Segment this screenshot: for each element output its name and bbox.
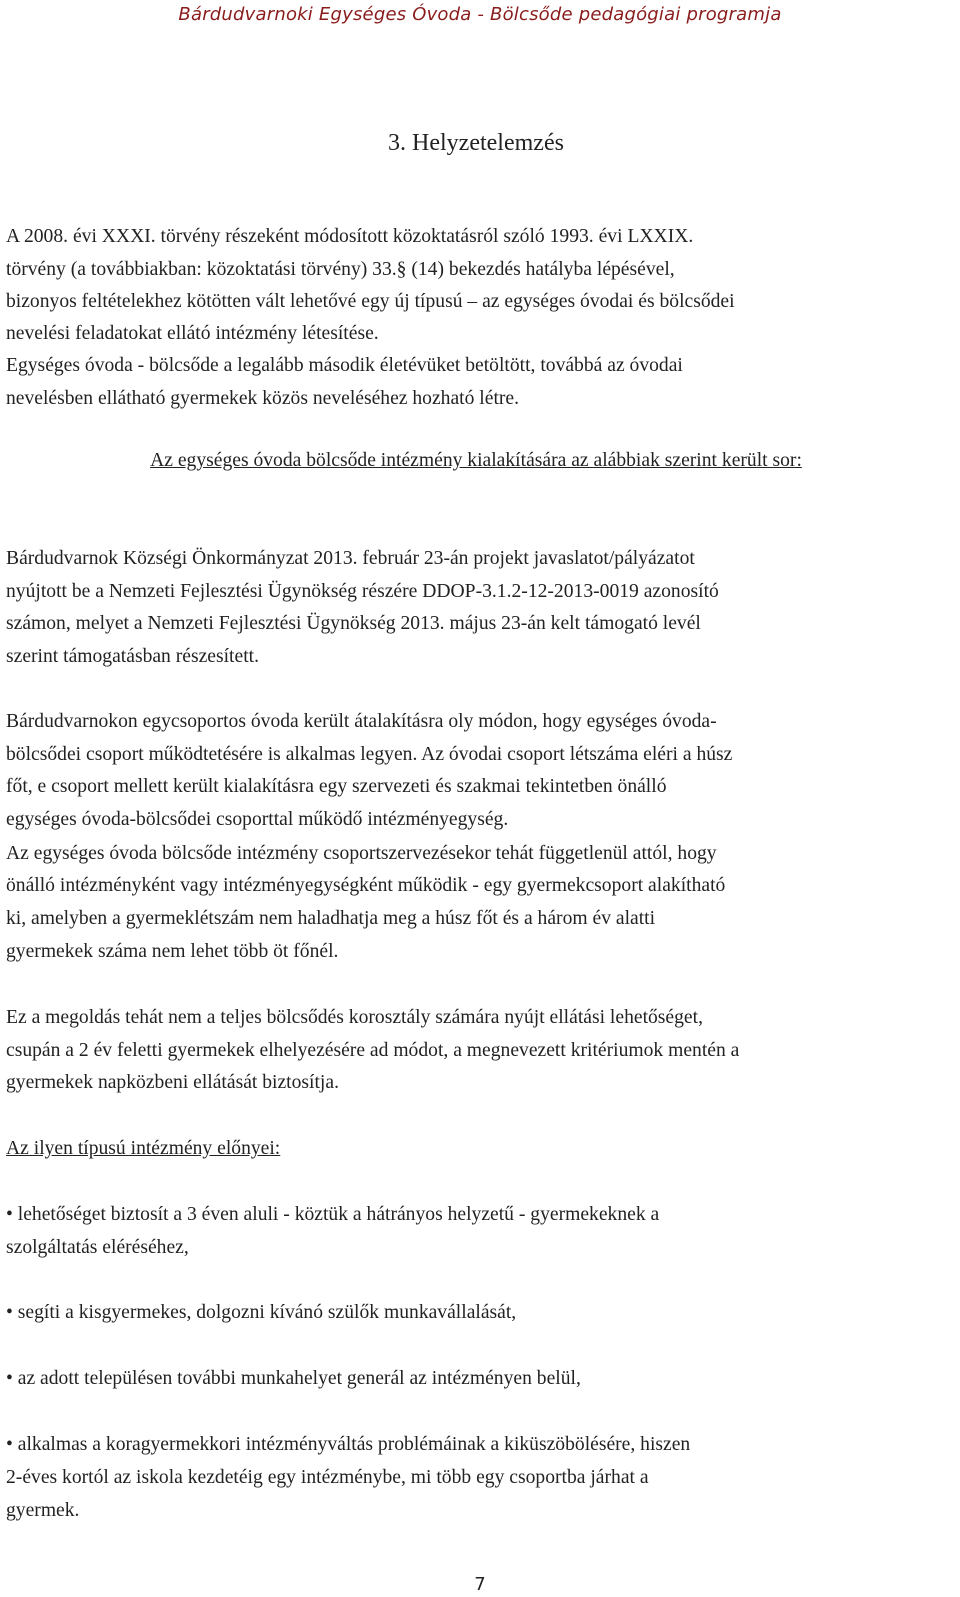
text-line: törvény (a továbbiakban: közoktatási törvény) 33.§ (14) bekezdés hatályba lépésével, (6, 259, 675, 280)
subheading-establishment: Az egységes óvoda bölcsőde intézmény kialakítására az alábbiak szerint került sor: (150, 450, 802, 471)
section-title: 3. Helyzetelemzés (388, 130, 564, 156)
text-line: egységes óvoda-bölcsődei csoporttal működő intézményegység. (6, 809, 509, 830)
text-line: bizonyos feltételekhez kötötten vált lehetővé egy új típusú – az egységes óvodai és bölcsődei (6, 291, 735, 312)
text-line: szolgáltatás eléréséhez, (6, 1237, 189, 1258)
text-line: A 2008. évi XXXI. törvény részeként módosított közoktatásról szóló 1993. évi LXXIX. (6, 226, 694, 247)
text-line: nevelésben ellátható gyermekek közös neveléséhez hozható létre. (6, 388, 520, 409)
text-line: • lehetőséget biztosít a 3 éven aluli - köztük a hátrányos helyzetű - gyermekeknek a (6, 1204, 660, 1225)
text-line: Egységes óvoda - bölcsőde a legalább második életévüket betöltött, továbbá az óvodai (6, 355, 683, 376)
text-line: Ez a megoldás tehát nem a teljes bölcsődés korosztály számára nyújt ellátási lehetőséget, (6, 1007, 703, 1028)
text-line: főt, e csoport mellett került kialakításra egy szervezeti és szakmai tekintetben önálló (6, 776, 667, 797)
text-line: csupán a 2 év feletti gyermekek elhelyezésére ad módot, a megnevezett kritériumok mentén a (6, 1040, 740, 1061)
text-line: • segíti a kisgyermekes, dolgozni kívánó szülők munkavállalását, (6, 1302, 517, 1323)
text-line: bölcsődei csoport működtetésére is alkalmas legyen. Az óvodai csoport létszáma eléri a húsz (6, 744, 733, 765)
running-header: Bárdudvarnoki Egységes Óvoda - Bölcsőde pedagógiai programja (178, 4, 782, 25)
text-line: 2-éves kortól az iskola kezdetéig egy intézménybe, mi több egy csoportba járhat a (6, 1467, 649, 1488)
text-line: szerint támogatásban részesített. (6, 646, 259, 667)
text-line: Az egységes óvoda bölcsőde intézmény csoportszervezésekor tehát függetlenül attól, hogy (6, 843, 717, 864)
text-line: • az adott településen további munkahelyet generál az intézményen belül, (6, 1368, 581, 1389)
text-line: ki, amelyben a gyermeklétszám nem haladhatja meg a húsz főt és a három év alatti (6, 908, 656, 929)
text-line: gyermekek napközbeni ellátását biztosítja. (6, 1072, 339, 1093)
text-line: Bárdudvarnok Községi Önkormányzat 2013. február 23-án projekt javaslatot/pályázatot (6, 548, 695, 569)
text-line: nyújtott be a Nemzeti Fejlesztési Ügynökség részére DDOP-3.1.2-12-2013-0019 azonosító (6, 581, 719, 602)
text-line: Bárdudvarnokon egycsoportos óvoda került átalakításra oly módon, hogy egységes óvoda- (6, 711, 717, 732)
text-line: nevelési feladatokat ellátó intézmény létesítése. (6, 323, 379, 344)
text-line: gyermekek száma nem lehet több öt főnél. (6, 941, 339, 962)
advantages-heading: Az ilyen típusú intézmény előnyei: (6, 1138, 281, 1159)
page-number: 7 (474, 1574, 486, 1595)
text-line: gyermek. (6, 1500, 80, 1521)
text-line: önálló intézményként vagy intézményegységként működik - egy gyermekcsoport alakítható (6, 875, 726, 896)
text-line: számon, melyet a Nemzeti Fejlesztési Ügynökség 2013. május 23-án kelt támogató levél (6, 613, 701, 634)
text-line: • alkalmas a koragyermekkori intézményváltás problémáinak a kiküszöbölésére, hiszen (6, 1434, 691, 1455)
